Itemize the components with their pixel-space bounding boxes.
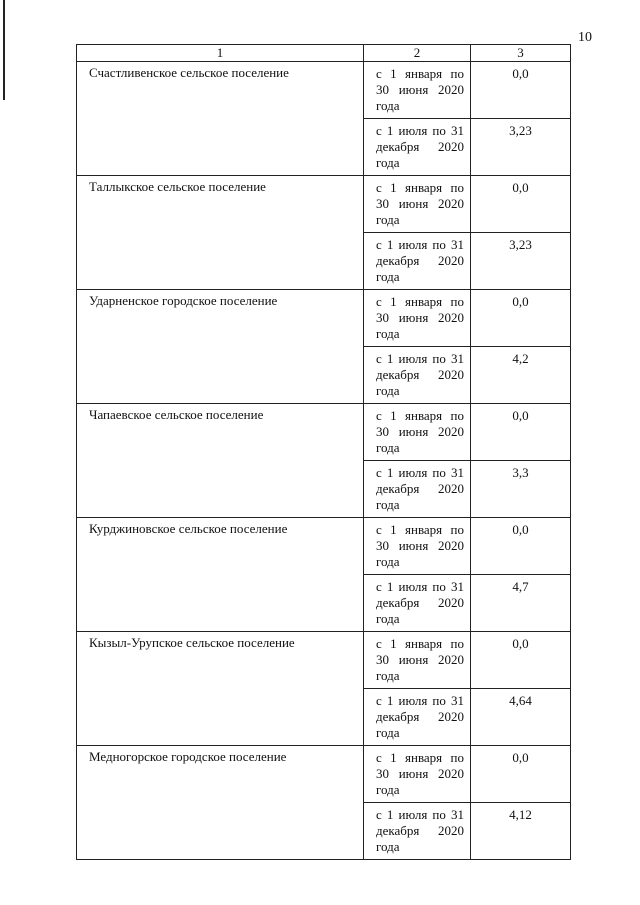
value-cell: 0,0	[471, 290, 571, 347]
page-number: 10	[578, 30, 592, 45]
value-cell: 0,0	[471, 746, 571, 803]
settlement-name: Медногорское городское поселение	[77, 746, 364, 860]
settlement-name: Ударненское городское поселение	[77, 290, 364, 404]
scan-edge-mark	[3, 0, 5, 100]
value-cell: 4,7	[471, 575, 571, 632]
value-cell: 4,64	[471, 689, 571, 746]
period-cell: с 1 января по 30 июня 2020 года	[364, 746, 471, 803]
period-cell: с 1 июля по 31 декабря 2020 года	[364, 347, 471, 404]
period-cell: с 1 января по 30 июня 2020 года	[364, 290, 471, 347]
settlement-name: Счастливенское сельское поселение	[77, 62, 364, 176]
period-cell: с 1 января по 30 июня 2020 года	[364, 62, 471, 119]
table-row	[77, 518, 571, 575]
table-row	[77, 62, 571, 119]
column-header-2: 2	[364, 45, 471, 62]
value-cell: 0,0	[471, 632, 571, 689]
column-header-1: 1	[77, 45, 364, 62]
settlement-name: Таллыкское сельское поселение	[77, 176, 364, 290]
settlement-name: Кызыл-Урупское сельское поселение	[77, 632, 364, 746]
table-row	[77, 746, 571, 803]
value-cell: 3,23	[471, 233, 571, 290]
value-cell: 0,0	[471, 518, 571, 575]
settlement-name: Чапаевское сельское поселение	[77, 404, 364, 518]
table-row	[77, 176, 571, 233]
table-row	[77, 290, 571, 347]
period-cell: с 1 июля по 31 декабря 2020 года	[364, 233, 471, 290]
value-cell: 3,3	[471, 461, 571, 518]
period-cell: с 1 июля по 31 декабря 2020 года	[364, 689, 471, 746]
value-cell: 4,2	[471, 347, 571, 404]
settlement-name: Курджиновское сельское поселение	[77, 518, 364, 632]
rates-table	[76, 44, 571, 860]
value-cell: 0,0	[471, 62, 571, 119]
value-cell: 0,0	[471, 404, 571, 461]
value-cell: 0,0	[471, 176, 571, 233]
period-cell: с 1 января по 30 июня 2020 года	[364, 518, 471, 575]
value-cell: 3,23	[471, 119, 571, 176]
period-cell: с 1 января по 30 июня 2020 года	[364, 176, 471, 233]
value-cell: 4,12	[471, 803, 571, 860]
table-row	[77, 632, 571, 689]
header-row	[77, 45, 571, 62]
table-row	[77, 404, 571, 461]
period-cell: с 1 января по 30 июня 2020 года	[364, 404, 471, 461]
period-cell: с 1 января по 30 июня 2020 года	[364, 632, 471, 689]
period-cell: с 1 июля по 31 декабря 2020 года	[364, 461, 471, 518]
period-cell: с 1 июля по 31 декабря 2020 года	[364, 575, 471, 632]
period-cell: с 1 июля по 31 декабря 2020 года	[364, 119, 471, 176]
period-cell: с 1 июля по 31 декабря 2020 года	[364, 803, 471, 860]
column-header-3: 3	[471, 45, 571, 62]
